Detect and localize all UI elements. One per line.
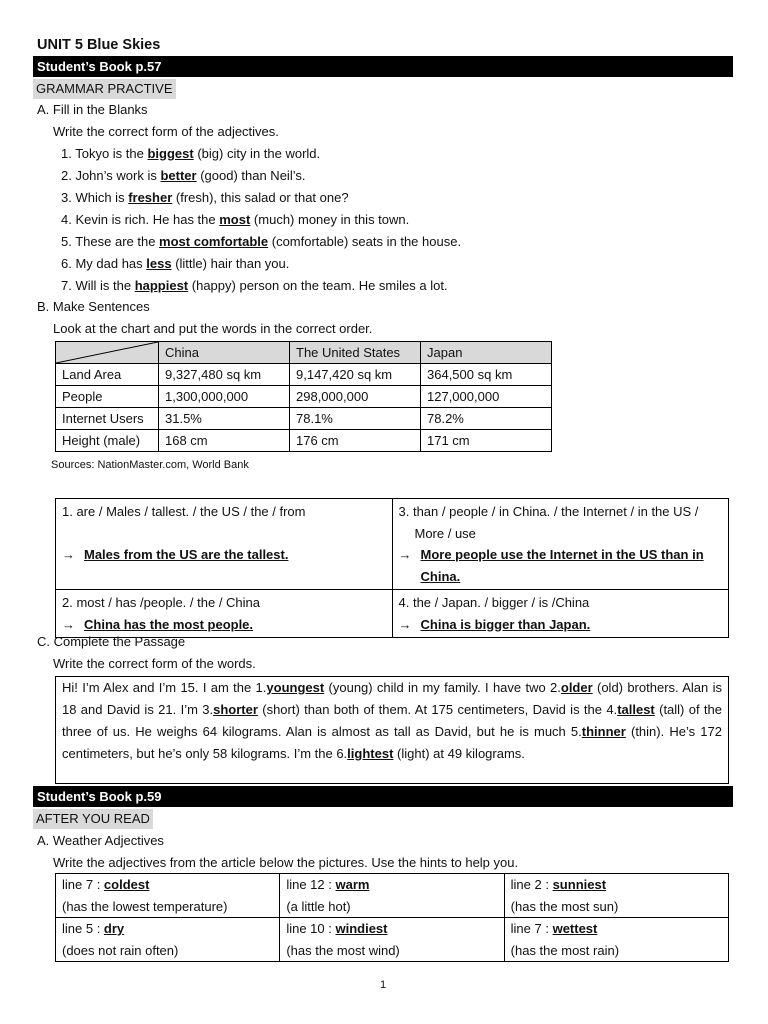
- page-number: 1: [380, 979, 387, 991]
- passage-text: (short) than both of them. At 175 centimeters, David is the 4.: [257, 702, 618, 717]
- fill-blank-item: [61, 146, 320, 161]
- section-label-after-read: AFTER YOU READ: [33, 809, 153, 829]
- sentence-cell-2: [56, 590, 393, 638]
- passage-box: [55, 676, 729, 784]
- table-row: [56, 918, 729, 962]
- item-text: 7. Will is the: [61, 278, 135, 293]
- table-cell: 168 cm: [159, 430, 290, 452]
- corner-cell: [56, 342, 159, 364]
- arrow-icon: →: [398, 616, 412, 632]
- line-ref: line 12 :: [286, 877, 336, 892]
- column-header: Japan: [421, 342, 552, 364]
- unit-title: UNIT 5 Blue Skies: [37, 37, 161, 53]
- sentence-cell-4: [392, 590, 729, 638]
- arrow-icon: →: [398, 547, 412, 562]
- weather-cell: [504, 918, 728, 962]
- item-answer: fresher: [128, 190, 173, 205]
- fill-blank-item: [61, 190, 349, 205]
- item-text: (little) hair than you.: [171, 256, 290, 271]
- weather-answer: dry: [103, 921, 125, 936]
- weather-line: [286, 918, 497, 940]
- item-text: 4. Kevin is rich. He has the: [61, 212, 220, 227]
- sentence-answer: China is bigger than Japan.: [420, 616, 591, 632]
- weather-hint: (has the most sun): [510, 898, 619, 914]
- table-cell: 364,500 sq km: [421, 364, 552, 386]
- item-answer: better: [160, 168, 197, 183]
- weather-line: [511, 874, 722, 896]
- item-answer: biggest: [147, 146, 194, 161]
- sentence-prompt: 1. are / Males / tallest. / the US / the / from: [62, 504, 306, 519]
- fill-blank-item: [61, 278, 448, 293]
- line-ref: line 7 :: [62, 877, 104, 892]
- sources-note: Sources: NationMaster.com, World Bank: [51, 459, 249, 471]
- weather-answer: wettest: [552, 921, 598, 936]
- line-ref: line 2 :: [510, 877, 553, 892]
- passage-text: (light) at 49 kilograms.: [393, 746, 525, 761]
- sentence-answer: China has the most people.: [84, 616, 254, 632]
- table-header-row: [56, 342, 552, 364]
- table-row: [56, 364, 552, 386]
- table-cell: 127,000,000: [421, 386, 552, 408]
- passage-text: Hi! I’m Alex and I’m 15. I am the 1.: [62, 680, 267, 695]
- fill-blank-item: [61, 234, 461, 249]
- weather-cell: [280, 918, 504, 962]
- weather-hint: (a little hot): [286, 898, 351, 914]
- column-header: China: [159, 342, 290, 364]
- item-text: 6. My dad has: [61, 256, 147, 271]
- sentence-cell-3: [392, 499, 729, 590]
- passage-text: (tall) of the three of us. He weighs 64 kilograms. Alan is almost as tall as David, but he is much 5.: [62, 702, 722, 739]
- sentence-prompt: 2. most / has /people. / the / China: [62, 595, 261, 610]
- table-cell: 31.5%: [159, 408, 290, 430]
- row-label: Internet Users: [56, 408, 159, 430]
- weather-hint: (has the lowest temperature): [62, 898, 228, 914]
- item-text: (good) than Neil’s.: [196, 168, 306, 183]
- passage-answer: thinner: [581, 724, 626, 739]
- part-a2-heading: A. Weather Adjectives: [37, 833, 164, 848]
- table-row: [56, 874, 729, 918]
- weather-cell: [280, 874, 504, 918]
- table-row: [56, 386, 552, 408]
- table-cell: 9,327,480 sq km: [159, 364, 290, 386]
- item-text: (comfortable) seats in the house.: [268, 234, 462, 249]
- fill-blank-item: [61, 212, 409, 227]
- sentence-cell-1: [56, 499, 393, 590]
- fill-blank-item: [61, 256, 289, 271]
- sentence-prompt: 3. than / people / in China. / the Internet / in the US / More / use: [398, 504, 699, 541]
- weather-line: [62, 874, 273, 896]
- item-text: (big) city in the world.: [193, 146, 321, 161]
- table-row: [56, 408, 552, 430]
- table-cell: 1,300,000,000: [159, 386, 290, 408]
- part-c-heading: C. Complete the Passage: [37, 634, 186, 649]
- column-header: The United States: [290, 342, 421, 364]
- item-text: 5. These are the: [61, 234, 160, 249]
- weather-answer: sunniest: [552, 877, 607, 892]
- line-ref: line 5 :: [62, 921, 104, 936]
- passage-answer: youngest: [266, 680, 325, 695]
- item-text: 1. Tokyo is the: [61, 146, 148, 161]
- part-b-heading: B. Make Sentences: [37, 299, 150, 314]
- weather-adjectives-table: [55, 873, 729, 962]
- section-label-grammar: GRAMMAR PRACTIVE: [33, 79, 176, 99]
- item-answer: happiest: [134, 278, 189, 293]
- part-a2-instruction: Write the adjectives from the article below the pictures. Use the hints to help you.: [53, 855, 519, 870]
- row-label: Height (male): [56, 430, 159, 452]
- item-text: (much) money in this town.: [250, 212, 410, 227]
- row-label: Land Area: [56, 364, 159, 386]
- weather-hint: (has the most rain): [510, 942, 620, 958]
- passage-text: (young) child in my family. I have two 2.: [324, 680, 561, 695]
- weather-line: [511, 918, 722, 940]
- table-cell: 78.2%: [421, 408, 552, 430]
- item-answer: most comfortable: [159, 234, 269, 249]
- item-text: 3. Which is: [61, 190, 129, 205]
- table-row: [56, 590, 729, 638]
- passage-answer: older: [560, 680, 593, 695]
- arrow-icon: →: [62, 546, 75, 562]
- line-ref: line 7 :: [510, 921, 553, 936]
- item-text: (fresh), this salad or that one?: [172, 190, 349, 205]
- arrow-icon: →: [62, 616, 75, 632]
- passage-answer: shorter: [213, 702, 258, 717]
- row-label: People: [56, 386, 159, 408]
- passage-text: (thin). He’s 172 centimeters, but he’s only 58 kilograms. I’m the 6.: [62, 724, 722, 761]
- sentence-answer: More people use the Internet in the US than in China.: [420, 547, 704, 584]
- weather-line: [286, 874, 497, 896]
- weather-line: [62, 918, 273, 940]
- part-b-instruction: Look at the chart and put the words in the correct order.: [53, 321, 373, 336]
- table-row: [56, 430, 552, 452]
- table-cell: 176 cm: [290, 430, 421, 452]
- weather-cell: [504, 874, 728, 918]
- weather-answer: warm: [335, 877, 370, 892]
- passage-answer: lightest: [347, 746, 394, 761]
- item-text: 2. John’s work is: [61, 168, 161, 183]
- item-answer: less: [146, 256, 172, 271]
- weather-hint: (does not rain often): [62, 942, 179, 958]
- item-answer: most: [219, 212, 251, 227]
- table-row: [56, 499, 729, 590]
- part-a-instruction: Write the correct form of the adjectives.: [53, 124, 279, 139]
- fill-blank-item: [61, 168, 305, 183]
- weather-answer: windiest: [335, 921, 388, 936]
- section-bar-p59: Student’s Book p.59: [33, 786, 733, 807]
- item-text: (happy) person on the team. He smiles a lot.: [188, 278, 448, 293]
- sentences-table: [55, 498, 729, 638]
- line-ref: line 10 :: [286, 921, 336, 936]
- table-cell: 298,000,000: [290, 386, 421, 408]
- weather-hint: (has the most wind): [286, 942, 400, 958]
- sentence-answer: Males from the US are the tallest.: [84, 546, 289, 562]
- section-bar-p57: Student’s Book p.57: [33, 56, 733, 77]
- weather-cell: [56, 918, 280, 962]
- sentence-prompt: 4. the / Japan. / bigger / is /China: [398, 595, 590, 610]
- part-c-instruction: Write the correct form of the words.: [53, 656, 256, 671]
- passage-text: (old) brothers. Alan is 18 and David is 21. I’m 3.: [62, 680, 722, 717]
- table-cell: 171 cm: [421, 430, 552, 452]
- country-comparison-table: [55, 341, 552, 452]
- passage-answer: tallest: [617, 702, 655, 717]
- weather-answer: coldest: [103, 877, 150, 892]
- table-cell: 9,147,420 sq km: [290, 364, 421, 386]
- table-cell: 78.1%: [290, 408, 421, 430]
- part-a-heading: A. Fill in the Blanks: [37, 102, 148, 117]
- diagonal-line: [56, 342, 158, 363]
- weather-cell: [56, 874, 280, 918]
